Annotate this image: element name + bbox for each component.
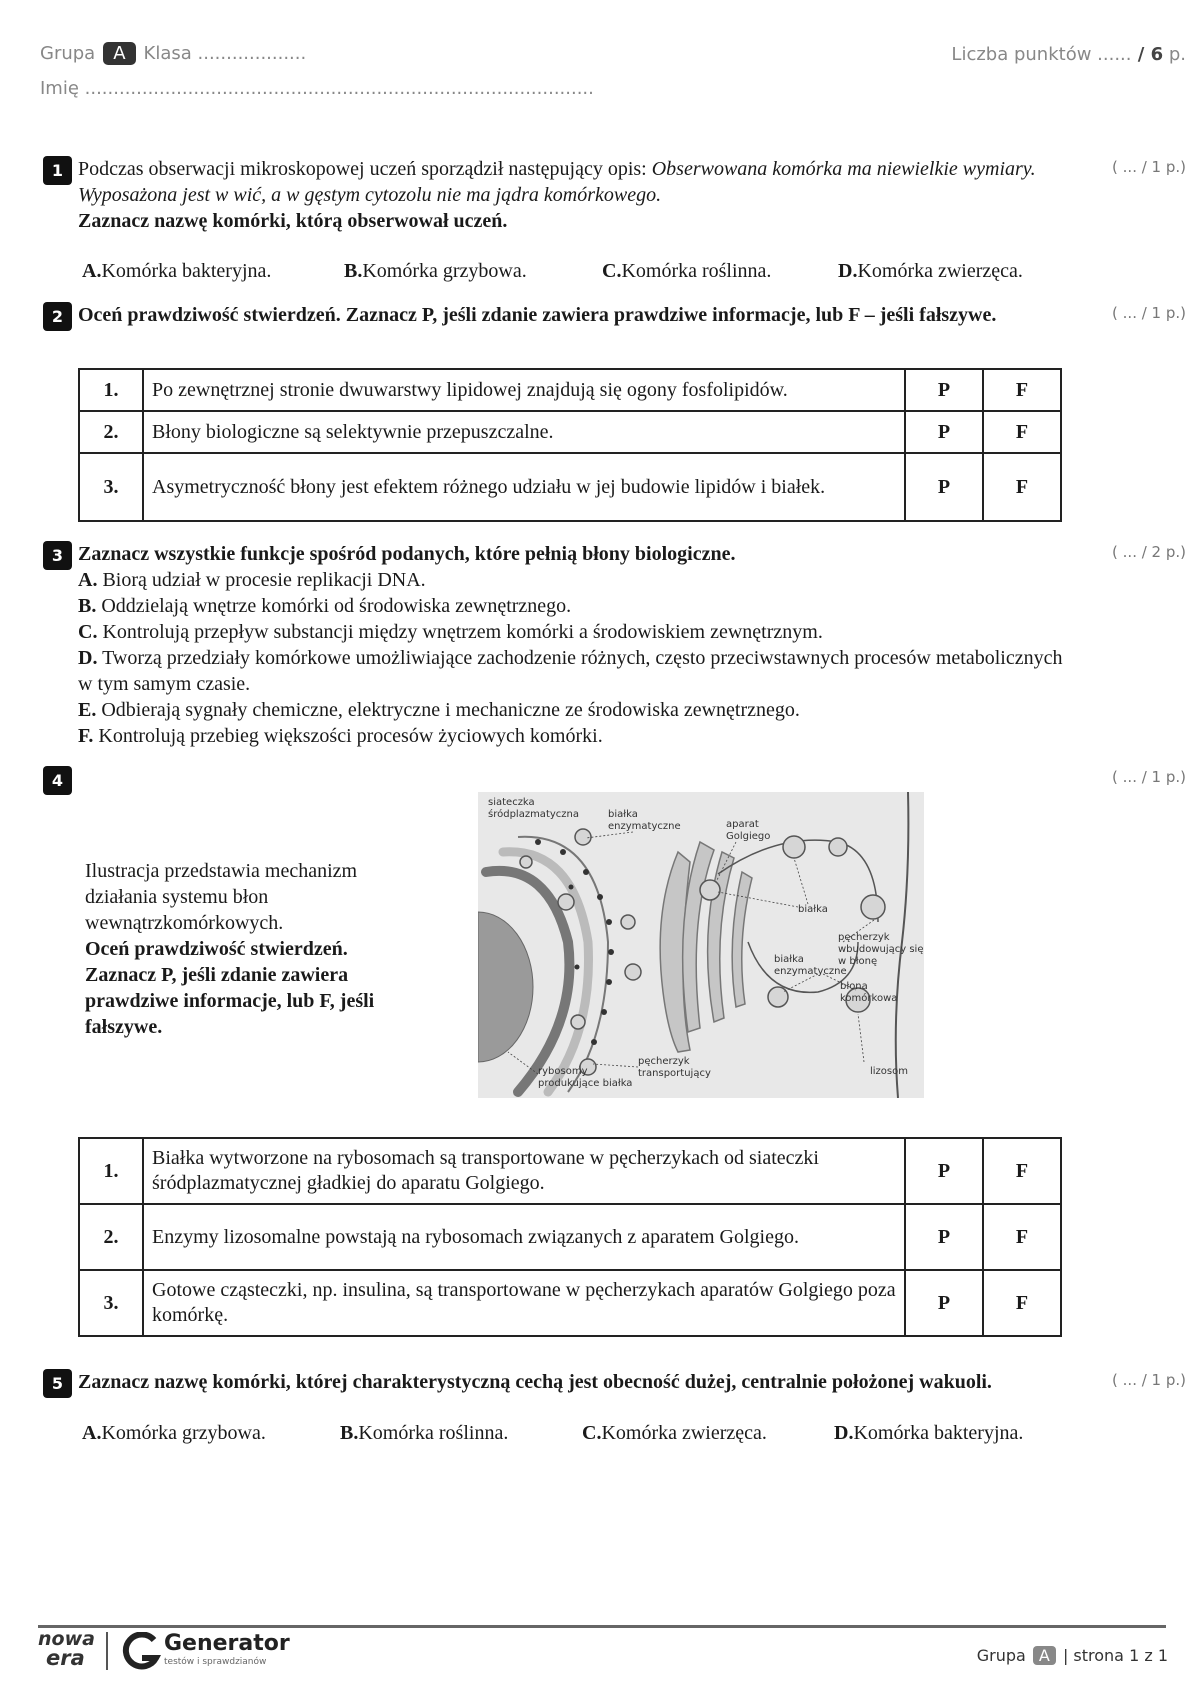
question-5-text — [78, 1369, 1048, 1395]
q5-options — [82, 1422, 1064, 1445]
table-row — [79, 369, 1061, 411]
q2-instruction: Oceń prawdziwość stwierdzeń. Zaznacz P, jeśli zdanie zawiera prawdziwe informacje, lub F – jeśli fałszywe. — [78, 304, 997, 326]
table-row — [79, 453, 1061, 521]
q1-option-d[interactable]: D.Komórka zwierzęca. — [838, 260, 1023, 282]
class-field[interactable]: Klasa ................... — [143, 43, 307, 64]
question-points-2: ( ... / 1 p.) — [1112, 304, 1186, 322]
q1-instruction: Zaznacz nazwę komórki, którą obserwował uczeń. — [78, 210, 508, 232]
question-number-4: 4 — [43, 766, 72, 795]
footer-page-info — [977, 1646, 1168, 1665]
answer-false[interactable]: F — [983, 1138, 1061, 1204]
question-points-4: ( ... / 1 p.) — [1112, 768, 1186, 786]
label-vesicle-fusing: pęcherzyk wbudowujący się w błonę — [838, 932, 924, 967]
q3-option-a[interactable]: A. Biorą udział w procesie replikacji DNA. — [78, 569, 426, 591]
q3-option-c[interactable]: C. Kontrolują przepływ substancji między wnętrzem komórki a środowiskiem zewnętrznym. — [78, 621, 823, 643]
question-number-5: 5 — [43, 1369, 72, 1398]
table-row — [79, 1204, 1061, 1270]
answer-false[interactable]: F — [983, 1204, 1061, 1270]
q5-instruction: Zaznacz nazwę komórki, której charakterystyczną cechą jest obecność dużej, centralnie położonej wakuoli. — [78, 1371, 992, 1393]
label-ribosomes: rybosomy produkujące białka — [538, 1066, 633, 1089]
q3-options — [78, 567, 1068, 749]
label-enzymes-mid: białka enzymatyczne — [774, 954, 847, 977]
q1-option-c[interactable]: C.Komórka roślinna. — [602, 260, 772, 282]
row-number: 2. — [79, 1204, 143, 1270]
q1-intro: Podczas obserwacji mikroskopowej uczeń sporządził następujący opis: — [78, 158, 652, 180]
group-badge: A — [103, 42, 135, 65]
generator-logo — [164, 1631, 290, 1667]
points-unit: p. — [1163, 44, 1186, 65]
question-2-text — [78, 302, 1048, 328]
endomembrane-diagram — [478, 792, 924, 1098]
nowa-era-logo — [38, 1630, 96, 1668]
label-enzymes-top: białka enzymatyczne — [608, 809, 681, 832]
question-points-1: ( ... / 1 p.) — [1112, 158, 1186, 176]
row-statement: Błony biologiczne są selektywnie przepuszczalne. — [143, 411, 905, 453]
answer-true[interactable]: P — [905, 369, 983, 411]
label-lysosome: lizosom — [870, 1066, 908, 1077]
q3-option-d[interactable]: D. Tworzą przedziały komórkowe umożliwiające zachodzenie różnych, często przeciwstawnych procesów metabolicznych w tym samym czasie. — [78, 647, 1063, 695]
q4-table — [78, 1137, 1062, 1337]
points-label: Liczba punktów ...... — [951, 44, 1132, 65]
q4-intro: Ilustracja przedstawia mechanizm działania systemu błon wewnątrzkomórkowych. — [85, 860, 358, 934]
q1-option-a[interactable]: A.Komórka bakteryjna. — [82, 260, 272, 282]
question-1-text — [78, 156, 1078, 234]
row-statement: Enzymy lizosomalne powstają na rybosomach związanych z aparatem Golgiego. — [143, 1204, 905, 1270]
q5-option-a[interactable]: A.Komórka grzybowa. — [82, 1422, 266, 1444]
answer-true[interactable]: P — [905, 1138, 983, 1204]
row-statement: Białka wytworzone na rybosomach są transportowane w pęcherzykach od siateczki śródplazmatycznej gładkiej do aparatu Golgiego. — [143, 1138, 905, 1204]
answer-true[interactable]: P — [905, 1270, 983, 1336]
footer-divider — [38, 1625, 1166, 1628]
question-number-1: 1 — [43, 156, 72, 185]
question-number-3: 3 — [43, 541, 72, 570]
footer-group-badge: A — [1033, 1646, 1056, 1665]
points-sep: / — [1131, 44, 1151, 65]
answer-false[interactable]: F — [983, 1270, 1061, 1336]
q3-option-b[interactable]: B. Oddzielają wnętrze komórki od środowiska zewnętrznego. — [78, 595, 572, 617]
row-statement: Gotowe cząsteczki, np. insulina, są transportowane w pęcherzykach aparatów Golgiego poza komórkę. — [143, 1270, 905, 1336]
q2-table — [78, 368, 1062, 522]
row-number: 3. — [79, 1270, 143, 1336]
q1-options — [82, 260, 1068, 283]
answer-false[interactable]: F — [983, 411, 1061, 453]
table-row — [79, 1270, 1061, 1336]
answer-false[interactable]: F — [983, 369, 1061, 411]
answer-true[interactable]: P — [905, 411, 983, 453]
header-group — [40, 42, 306, 65]
name-field[interactable]: Imię ......................................................................................... — [40, 78, 594, 99]
question-3-text — [78, 541, 1088, 567]
q1-quote: Obserwowana komórka ma niewielkie wymiary. Wyposażona jest w wić, a w gęstym cytozolu nie ma jądra komórkowego. — [78, 158, 1036, 206]
label-golgi: aparat Golgiego — [726, 819, 771, 842]
answer-false[interactable]: F — [983, 453, 1061, 521]
row-statement: Asymetryczność błony jest efektem różnego udziału w jej budowie lipidów i białek. — [143, 453, 905, 521]
points-total: 6 — [1150, 44, 1164, 65]
q1-option-b[interactable]: B.Komórka grzybowa. — [344, 260, 527, 282]
q4-instruction: Oceń prawdziwość stwierdzeń. Zaznacz P, jeśli zdanie zawiera prawdziwe informacje, lub F, jeśli fałszywe. — [85, 938, 375, 1038]
generator-title: Generator — [164, 1631, 290, 1656]
label-transport-vesicle: pęcherzyk transportujący — [638, 1056, 711, 1079]
logo-separator — [106, 1632, 108, 1670]
logo-text-top: nowa — [38, 1628, 95, 1650]
row-number: 1. — [79, 369, 143, 411]
label-er: siateczka śródplazmatyczna — [488, 797, 579, 820]
generator-g-icon — [120, 1632, 162, 1672]
q5-option-c[interactable]: C.Komórka zwierzęca. — [582, 1422, 767, 1444]
question-points-3: ( ... / 2 p.) — [1112, 543, 1186, 561]
answer-true[interactable]: P — [905, 1204, 983, 1270]
table-row — [79, 411, 1061, 453]
question-points-5: ( ... / 1 p.) — [1112, 1371, 1186, 1389]
footer-group-label: Grupa — [976, 1646, 1026, 1665]
footer-page-text: | strona 1 z 1 — [1062, 1646, 1168, 1665]
question-4-text — [85, 858, 415, 1040]
group-label: Grupa — [40, 43, 96, 64]
answer-true[interactable]: P — [905, 453, 983, 521]
q3-option-f[interactable]: F. Kontrolują przebieg większości procesów życiowych komórki. — [78, 725, 603, 747]
logo-text-bottom: era — [46, 1646, 85, 1670]
points-summary — [951, 44, 1186, 65]
row-number: 1. — [79, 1138, 143, 1204]
row-statement: Po zewnętrznej stronie dwuwarstwy lipidowej znajdują się ogony fosfolipidów. — [143, 369, 905, 411]
row-number: 2. — [79, 411, 143, 453]
q3-instruction: Zaznacz wszystkie funkcje spośród podanych, które pełnią błony biologiczne. — [78, 543, 736, 565]
label-membrane: błona komórkowa — [840, 981, 898, 1004]
label-proteins: białka — [798, 904, 828, 915]
q3-option-e[interactable]: E. Odbierają sygnały chemiczne, elektryczne i mechaniczne ze środowiska zewnętrznego. — [78, 699, 800, 721]
q5-option-d[interactable]: D.Komórka bakteryjna. — [834, 1422, 1024, 1444]
question-number-2: 2 — [43, 302, 72, 331]
table-row — [79, 1138, 1061, 1204]
row-number: 3. — [79, 453, 143, 521]
generator-subtitle: testów i sprawdzianów — [164, 1657, 267, 1667]
q5-option-b[interactable]: B.Komórka roślinna. — [340, 1422, 509, 1444]
